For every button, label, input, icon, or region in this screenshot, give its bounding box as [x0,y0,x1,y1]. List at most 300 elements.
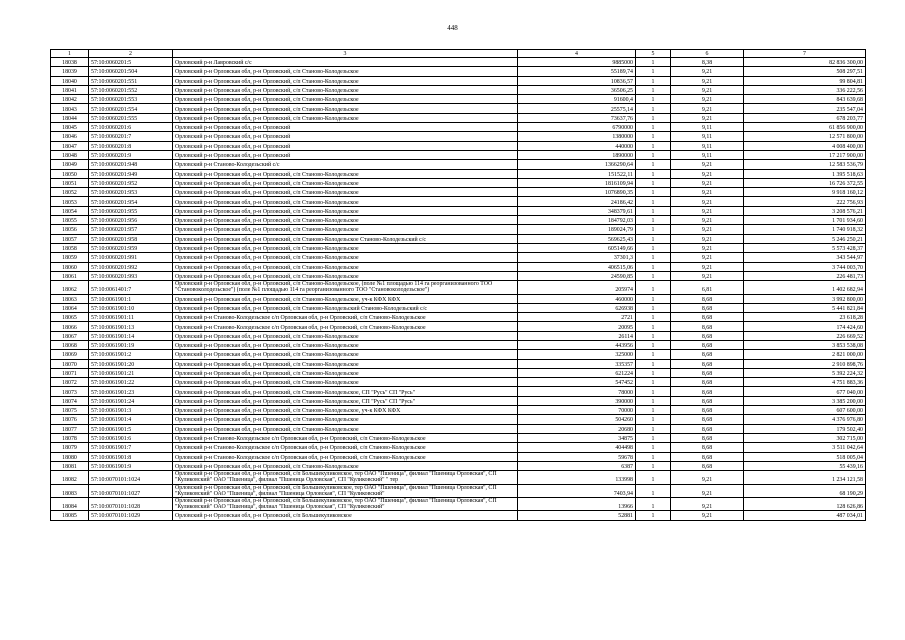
address-cell: Орловский р-н Орловская обл, р-н Орловский [173,123,518,132]
cadastral-number-cell: 57:10:0060201:8 [89,141,173,150]
row-number-cell: 18080 [51,452,89,461]
cadastral-number-cell: 57:10:0061901:6 [89,433,173,442]
rate-cell: 8,68 [671,378,744,387]
area-cell: 406515,06 [518,262,636,271]
address-cell: Орловский р-н Орловская обл, р-н Орловский, с/п Станово-Колодезьское, уч-к КФХ КФХ [173,406,518,415]
value-cell: 9 918 160,12 [744,188,866,197]
table-row [51,216,866,225]
row-number-cell: 18050 [51,169,89,178]
value-cell: 3 208 576,21 [744,206,866,215]
row-number-cell: 18082 [51,471,89,484]
count-cell: 1 [636,206,671,215]
row-number-cell: 18068 [51,340,89,349]
row-number-cell: 18072 [51,378,89,387]
row-number-cell: 18060 [51,262,89,271]
value-cell: 2 821 000,00 [744,350,866,359]
value-cell: 487 034,01 [744,511,866,520]
cadastral-number-cell: 57:10:0061901:2 [89,350,173,359]
count-cell: 1 [636,197,671,206]
rate-cell: 8,68 [671,368,744,377]
table-row [51,197,866,206]
rate-cell: 9,21 [671,67,744,76]
cadastral-number-cell: 57:10:0061901:19 [89,340,173,349]
value-cell: 3 511 042,64 [744,443,866,452]
value-cell: 3 385 200,00 [744,396,866,405]
rate-cell: 8,68 [671,433,744,442]
cadastral-number-cell: 57:10:0060201:952 [89,178,173,187]
table-row [51,271,866,280]
value-cell: 3 744 003,70 [744,262,866,271]
count-cell: 1 [636,104,671,113]
row-number-cell: 18048 [51,150,89,159]
area-cell: 133998 [518,471,636,484]
table-row [51,433,866,442]
rate-cell: 9,21 [671,216,744,225]
rate-cell: 8,68 [671,424,744,433]
rate-cell: 9,21 [671,262,744,271]
value-cell: 82 836 300,00 [744,58,866,67]
value-cell: 222 756,93 [744,197,866,206]
value-cell: 508 297,51 [744,67,866,76]
address-cell: Орловский р-н Орловская обл, р-н Орловский [173,141,518,150]
area-cell: 59678 [518,452,636,461]
cadastral-number-cell: 57:10:0060201:991 [89,253,173,262]
address-cell: Орловский р-н Станово-Колодезьский с/с [173,160,518,169]
table-row [51,294,866,303]
address-cell: Орловский р-н Орловская обл, р-н Орловский, с/п Станово-Колодезьское [173,350,518,359]
header-cell-count: 5 [636,50,671,58]
rate-cell: 8,68 [671,350,744,359]
row-number-cell: 18052 [51,188,89,197]
row-number-cell: 18053 [51,197,89,206]
address-cell: Орловский р-н Орловская обл, р-н Орловский, с/п Станово-Колодезьское [173,378,518,387]
value-cell: 4 008 400,00 [744,141,866,150]
cadastral-number-cell: 57:10:0061901:20 [89,359,173,368]
area-cell: 78000 [518,387,636,396]
cadastral-number-cell: 57:10:0060201:948 [89,160,173,169]
area-cell: 348379,61 [518,206,636,215]
count-cell: 1 [636,262,671,271]
row-number-cell: 18040 [51,76,89,85]
row-number-cell: 18049 [51,160,89,169]
rate-cell: 9,21 [671,253,744,262]
header-cell-address: 3 [173,50,518,58]
address-cell: Орловский р-н Орловская обл, р-н Орловский, с/п Станово-Колодезьское, СП "Русь" СП "Русь" [173,387,518,396]
area-cell: 6387 [518,461,636,470]
count-cell: 1 [636,132,671,141]
rate-cell: 9,21 [671,85,744,94]
row-number-cell: 18062 [51,281,89,294]
count-cell: 1 [636,378,671,387]
rate-cell: 6,81 [671,281,744,294]
area-cell: 390000 [518,396,636,405]
area-cell: 37301,3 [518,253,636,262]
address-cell: Орловский р-н Станово-Колодезьское с/п Орловская обл, р-н Орловский, с/п Станово-Колодезьское [173,313,518,322]
cadastral-number-cell: 57:10:0060201:993 [89,271,173,280]
count-cell: 1 [636,471,671,484]
address-cell: Орловский р-н Орловская обл, р-н Орловский, с/п Станово-Колодезьское, уч-к КФХ КФХ [173,294,518,303]
area-cell: 1366290,64 [518,160,636,169]
row-number-cell: 18056 [51,225,89,234]
address-cell: Орловский р-н Орловская обл, р-н Орловский, с/п Станово-Колодезьское [173,197,518,206]
cadastral-number-cell: 57:10:0060201:6 [89,123,173,132]
address-cell: Орловский р-н Орловская обл, р-н Орловский [173,132,518,141]
value-cell: 99 804,81 [744,76,866,85]
table-row [51,281,866,294]
table-row [51,331,866,340]
area-cell: 7403,94 [518,484,636,497]
count-cell: 1 [636,443,671,452]
row-number-cell: 18065 [51,313,89,322]
count-cell: 1 [636,225,671,234]
rate-cell: 9,21 [671,243,744,252]
table-row [51,443,866,452]
cadastral-number-cell: 57:10:0061401:7 [89,281,173,294]
count-cell: 1 [636,243,671,252]
row-number-cell: 18064 [51,303,89,312]
address-cell: Орловский р-н Станово-Колодезьское с/п Орловская обл, р-н Орловский, с/п Станово-Колодезьское [173,322,518,331]
table-row [51,484,866,497]
cadastral-number-cell: 57:10:0070101:1027 [89,484,173,497]
count-cell: 1 [636,253,671,262]
cadastral-number-cell: 57:10:0061901:23 [89,387,173,396]
rate-cell: 9,21 [671,95,744,104]
rate-cell: 9,11 [671,150,744,159]
address-cell: Орловский р-н Орловская обл, р-н Орловский, с/п Станово-Колодезьский Станово-Колодезьский с/с [173,303,518,312]
address-cell: Орловский р-н Орловская обл, р-н Орловский, с/п Станово-Колодезьское [173,424,518,433]
table-row [51,234,866,243]
rate-cell: 8,68 [671,359,744,368]
row-number-cell: 18085 [51,511,89,520]
row-number-cell: 18043 [51,104,89,113]
count-cell: 1 [636,234,671,243]
cadastral-number-cell: 57:10:0060201:504 [89,67,173,76]
cadastral-number-cell: 57:10:0061901:8 [89,452,173,461]
cadastral-number-cell: 57:10:0060201:953 [89,188,173,197]
count-cell: 1 [636,160,671,169]
rate-cell: 8,68 [671,340,744,349]
area-cell: 504260 [518,415,636,424]
area-cell: 335357 [518,359,636,368]
address-cell: Орловский р-н Орловская обл, р-н Орловский, с/п Большекуликовское, тер ОАО "Пшеница", филиал "Пшеница Орловская", СП "Куликовский" ОАО "Пшеница", филиал "Пшеница Орловская", СП "Куликовский" [173,497,518,510]
count-cell: 1 [636,433,671,442]
rate-cell: 9,21 [671,225,744,234]
area-cell: 1816109,94 [518,178,636,187]
count-cell: 1 [636,216,671,225]
area-cell: 189024,79 [518,225,636,234]
cadastral-number-cell: 57:10:0060201:956 [89,216,173,225]
header-cell-rate: 6 [671,50,744,58]
count-cell: 1 [636,331,671,340]
rate-cell: 8,68 [671,331,744,340]
count-cell: 1 [636,387,671,396]
area-cell: 569625,43 [518,234,636,243]
address-cell: Орловский р-н Орловская обл, р-н Орловский, с/п Станово-Колодезьское [173,225,518,234]
table-row [51,350,866,359]
area-cell: 1076890,35 [518,188,636,197]
table-row [51,262,866,271]
table-row [51,471,866,484]
rate-cell: 8,68 [671,322,744,331]
row-number-cell: 18078 [51,433,89,442]
row-number-cell: 18054 [51,206,89,215]
value-cell: 2 910 898,76 [744,359,866,368]
row-number-cell: 18067 [51,331,89,340]
table-row [51,85,866,94]
value-cell: 302 715,00 [744,433,866,442]
table-row [51,104,866,113]
cadastral-number-cell: 57:10:0060201:958 [89,234,173,243]
table-row [51,340,866,349]
count-cell: 1 [636,484,671,497]
rate-cell: 8,68 [671,452,744,461]
address-cell: Орловский р-н Станово-Колодезьское с/п Орловская обл, р-н Орловский, с/п Станово-Колодезьское [173,433,518,442]
cadastral-number-cell: 57:10:0060201:957 [89,225,173,234]
table-row [51,303,866,312]
rate-cell: 8,68 [671,443,744,452]
cadastral-number-cell: 57:10:0061901:21 [89,368,173,377]
table-row [51,396,866,405]
address-cell: Орловский р-н Орловская обл, р-н Орловский, с/п Станово-Колодезьское [173,340,518,349]
row-number-cell: 18047 [51,141,89,150]
address-cell: Орловский р-н Орловская обл, р-н Орловский, с/п Станово-Колодезьское [173,271,518,280]
count-cell: 1 [636,294,671,303]
area-cell: 605149,66 [518,243,636,252]
address-cell: Орловский р-н Орловская обл, р-н Орловский, с/п Станово-Колодезьское [173,67,518,76]
rate-cell: 8,68 [671,396,744,405]
value-cell: 4 376 976,80 [744,415,866,424]
value-cell: 226 481,73 [744,271,866,280]
table-row [51,67,866,76]
cadastral-number-cell: 57:10:0061901:1 [89,294,173,303]
value-cell: 3 992 800,00 [744,294,866,303]
value-cell: 1 395 518,63 [744,169,866,178]
value-cell: 518 005,04 [744,452,866,461]
table-row [51,387,866,396]
address-cell: Орловский р-н Орловская обл, р-н Орловский, с/п Станово-Колодезьское [173,243,518,252]
count-cell: 1 [636,359,671,368]
count-cell: 1 [636,150,671,159]
address-cell: Орловский р-н Орловская обл, р-н Орловский, с/п Станово-Колодезьское [173,76,518,85]
cadastral-number-cell: 57:10:0060201:9 [89,150,173,159]
address-cell: Орловский р-н Орловская обл, р-н Орловский, с/п Станово-Колодезьское [173,461,518,470]
value-cell: 16 726 372,55 [744,178,866,187]
count-cell: 1 [636,178,671,187]
address-cell: Орловский р-н Орловская обл, р-н Орловский, с/п Станово-Колодезьское, (поле №1 площадью 114 га реорганизованного ТОО "Становоколодезьское") (поле №1 площадью 114 га реорганизованного ТОО "Становоколодезьское") [173,281,518,294]
address-cell: Орловский р-н Орловская обл, р-н Орловский, с/п Станово-Колодезьское [173,113,518,122]
area-cell: 52881 [518,511,636,520]
rate-cell: 9,21 [671,511,744,520]
area-cell: 55189,74 [518,67,636,76]
cadastral-number-cell: 57:10:0060201:553 [89,95,173,104]
rate-cell: 9,11 [671,123,744,132]
cadastral-number-cell: 57:10:0060201:992 [89,262,173,271]
row-number-cell: 18076 [51,415,89,424]
address-cell: Орловский р-н Орловская обл, р-н Орловский, с/п Станово-Колодезьское [173,206,518,215]
rate-cell: 8,68 [671,406,744,415]
row-number-cell: 18057 [51,234,89,243]
area-cell: 443956 [518,340,636,349]
area-cell: 9885000 [518,58,636,67]
row-number-cell: 18079 [51,443,89,452]
value-cell: 5 246 250,21 [744,234,866,243]
value-cell: 1 234 121,58 [744,471,866,484]
count-cell: 1 [636,322,671,331]
value-cell: 235 547,04 [744,104,866,113]
area-cell: 24186,42 [518,197,636,206]
table-row [51,406,866,415]
header-cell-area: 4 [518,50,636,58]
table-row [51,113,866,122]
table-row [51,497,866,510]
table-body [51,50,866,521]
count-cell: 1 [636,188,671,197]
row-number-cell: 18046 [51,132,89,141]
table-header-row [51,50,866,58]
address-cell: Орловский р-н Орловская обл, р-н Орловский, с/п Большекуликовское [173,511,518,520]
value-cell: 4 751 883,36 [744,378,866,387]
table-row [51,206,866,215]
value-cell: 678 203,77 [744,113,866,122]
count-cell: 1 [636,303,671,312]
header-cell-cadastral-number: 2 [89,50,173,58]
register-table [50,49,866,521]
row-number-cell: 18042 [51,95,89,104]
table-row [51,150,866,159]
value-cell: 226 669,52 [744,331,866,340]
address-cell: Орловский р-н Орловская обл, р-н Орловский, с/п Станово-Колодезьское [173,169,518,178]
cadastral-number-cell: 57:10:0061901:9 [89,461,173,470]
address-cell: Орловский р-н Орловская обл, р-н Орловский, с/п Станово-Колодезьское, СП "Русь" СП "Русь" [173,396,518,405]
rate-cell: 9,21 [671,471,744,484]
table-row [51,424,866,433]
value-cell: 5 573 428,37 [744,243,866,252]
cadastral-number-cell: 57:10:0061901:3 [89,406,173,415]
header-cell-row-number: 1 [51,50,89,58]
count-cell: 1 [636,113,671,122]
row-number-cell: 18081 [51,461,89,470]
row-number-cell: 18069 [51,350,89,359]
value-cell: 1 701 934,60 [744,216,866,225]
table-row [51,378,866,387]
address-cell: Орловский р-н Орловская обл, р-н Орловский, с/п Станово-Колодезьское [173,262,518,271]
count-cell: 1 [636,368,671,377]
area-cell: 325000 [518,350,636,359]
area-cell: 25575,14 [518,104,636,113]
address-cell: Орловский р-н Орловская обл, р-н Орловский, с/п Станово-Колодезьское [173,415,518,424]
table-row [51,415,866,424]
value-cell: 61 856 900,00 [744,123,866,132]
value-cell: 1 402 682,94 [744,281,866,294]
rate-cell: 8,68 [671,303,744,312]
rate-cell: 9,21 [671,178,744,187]
cadastral-number-cell: 57:10:0060201:551 [89,76,173,85]
cadastral-number-cell: 57:10:0060201:955 [89,206,173,215]
area-cell: 24590,85 [518,271,636,280]
count-cell: 1 [636,452,671,461]
row-number-cell: 18066 [51,322,89,331]
address-cell: Орловский р-н Орловская обл, р-н Орловский, с/п Станово-Колодезьское Станово-Колодезьский с/с [173,234,518,243]
row-number-cell: 18073 [51,387,89,396]
value-cell: 23 618,28 [744,313,866,322]
cadastral-number-cell: 57:10:0070101:1024 [89,471,173,484]
cadastral-number-cell: 57:10:0060201:552 [89,85,173,94]
address-cell: Орловский р-н Орловская обл, р-н Орловский, с/п Станово-Колодезьское [173,85,518,94]
count-cell: 1 [636,406,671,415]
rate-cell: 9,21 [671,234,744,243]
value-cell: 3 853 538,08 [744,340,866,349]
area-cell: 547452 [518,378,636,387]
area-cell: 626938 [518,303,636,312]
count-cell: 1 [636,95,671,104]
page-number: 448 [447,24,458,32]
address-cell: Орловский р-н Орловская обл, р-н Орловский, с/п Станово-Колодезьское [173,95,518,104]
table-row [51,141,866,150]
rate-cell: 9,21 [671,160,744,169]
address-cell: Орловский р-н Лавровский с/с [173,58,518,67]
row-number-cell: 18075 [51,406,89,415]
rate-cell: 9,21 [671,169,744,178]
cadastral-number-cell: 57:10:0070101:1028 [89,497,173,510]
count-cell: 1 [636,497,671,510]
row-number-cell: 18058 [51,243,89,252]
table-row [51,123,866,132]
count-cell: 1 [636,415,671,424]
value-cell: 55 439,16 [744,461,866,470]
cadastral-number-cell: 57:10:0061901:7 [89,443,173,452]
rate-cell: 9,21 [671,104,744,113]
table-row [51,95,866,104]
count-cell: 1 [636,76,671,85]
header-cell-value: 7 [744,50,866,58]
value-cell: 179 502,40 [744,424,866,433]
value-cell: 5 392 224,32 [744,368,866,377]
area-cell: 20680 [518,424,636,433]
row-number-cell: 18070 [51,359,89,368]
area-cell: 460000 [518,294,636,303]
rate-cell: 8,68 [671,461,744,470]
value-cell: 1 740 918,32 [744,225,866,234]
count-cell: 1 [636,281,671,294]
area-cell: 404498 [518,443,636,452]
area-cell: 91600,4 [518,95,636,104]
table-row [51,225,866,234]
row-number-cell: 18045 [51,123,89,132]
area-cell: 151522,11 [518,169,636,178]
address-cell: Орловский р-н Станово-Колодезьское с/п Орловская обл, р-н Орловский, с/п Станово-Колодезьское [173,452,518,461]
address-cell: Орловский р-н Орловская обл, р-н Орловский, с/п Большекуликовское, тер ОАО "Пшеница", филиал "Пшеница Орловская", СП "Куликовский" ОАО "Пшеница", филиал "Пшеница Орловская", СП "Куликовский" " тер [173,471,518,484]
value-cell: 174 424,60 [744,322,866,331]
count-cell: 1 [636,350,671,359]
address-cell: Орловский р-н Орловская обл, р-н Орловский, с/п Станово-Колодезьское [173,359,518,368]
row-number-cell: 18051 [51,178,89,187]
cadastral-number-cell: 57:10:0060201:555 [89,113,173,122]
table-row [51,368,866,377]
count-cell: 1 [636,58,671,67]
cadastral-number-cell: 57:10:0061901:10 [89,303,173,312]
table-row [51,359,866,368]
table-row [51,452,866,461]
address-cell: Орловский р-н Орловская обл, р-н Орловский, с/п Станово-Колодезьское [173,253,518,262]
value-cell: 343 544,97 [744,253,866,262]
cadastral-number-cell: 57:10:0060201:954 [89,197,173,206]
value-cell: 607 600,00 [744,406,866,415]
rate-cell: 9,21 [671,484,744,497]
area-cell: 184792,03 [518,216,636,225]
row-number-cell: 18084 [51,497,89,510]
cadastral-number-cell: 57:10:0060201:949 [89,169,173,178]
rate-cell: 8,68 [671,387,744,396]
